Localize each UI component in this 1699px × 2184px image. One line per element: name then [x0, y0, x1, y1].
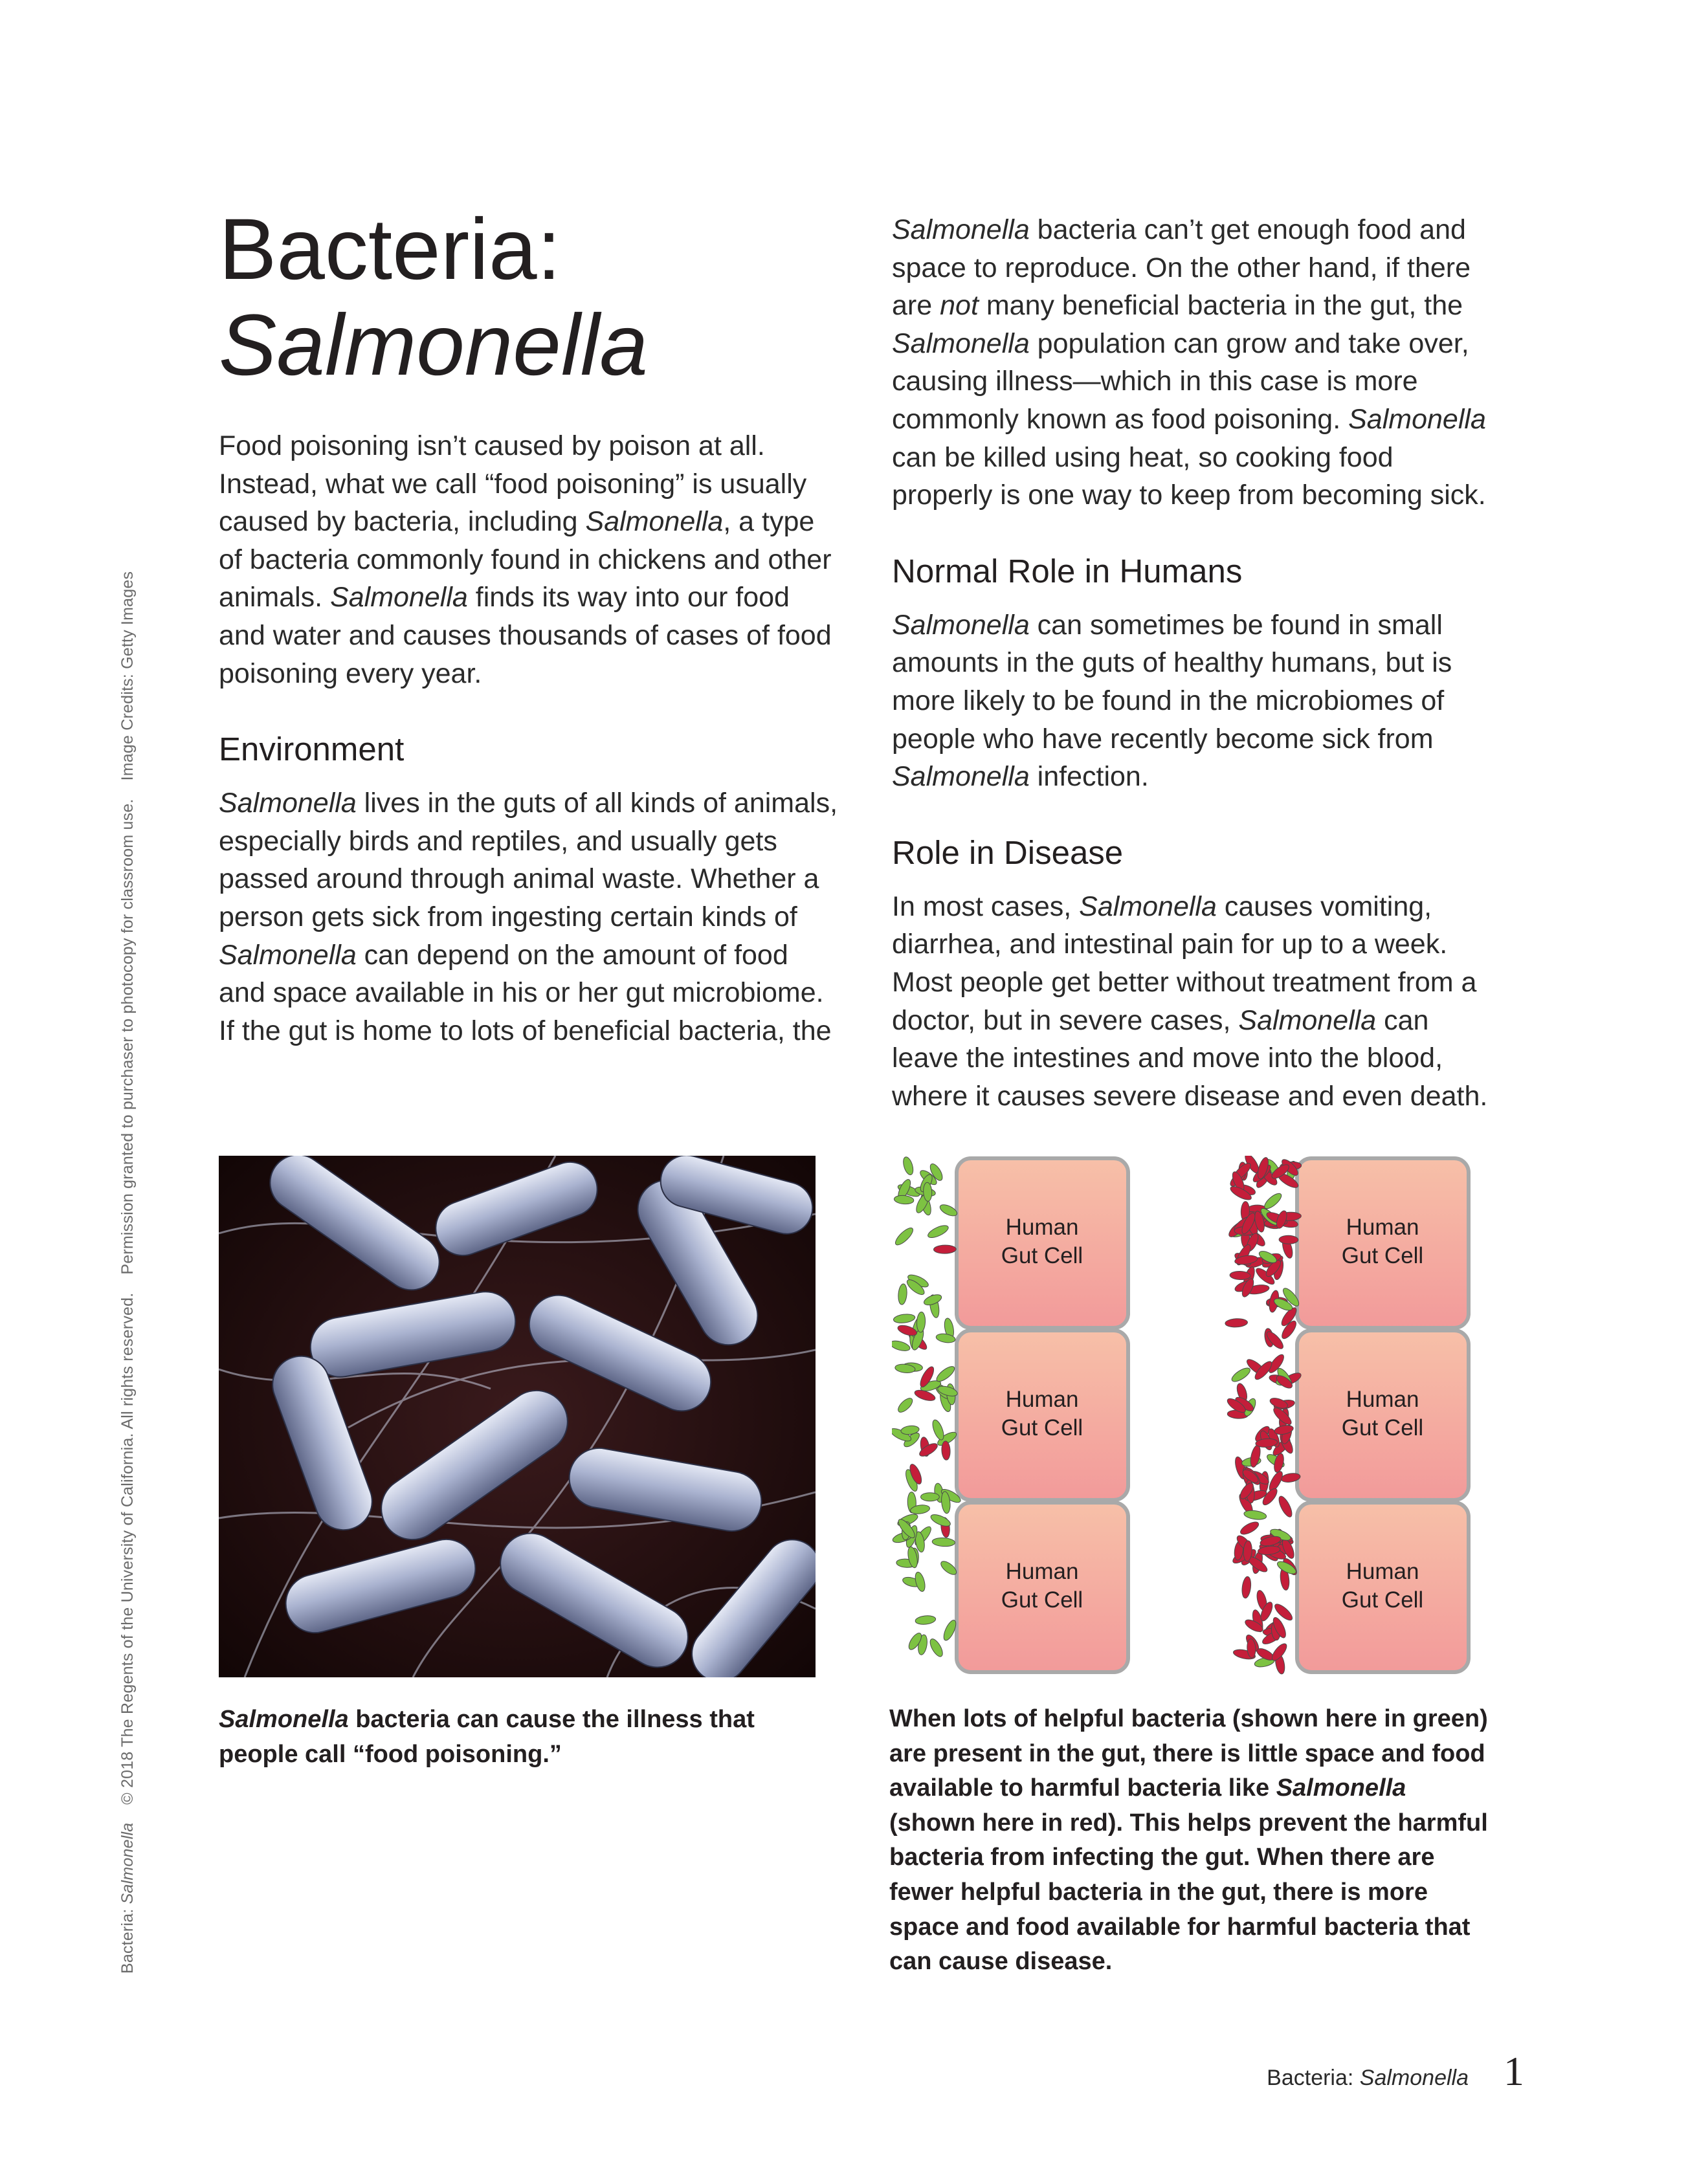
healthy-gut-panel [892, 1156, 1128, 1672]
helpful-bacterium [931, 1418, 946, 1441]
gut-cell-label: Gut Cell [1001, 1587, 1083, 1613]
environment-paragraph-start: Salmonella lives in the guts of all kinds of animals, especially birds and reptiles, and usually gets passed around through animal waste. Whether a person gets sick from ingesting certain kinds of Salmonella can depend on the amount of food and space available in his or her gut microbiome. If the gut is home to lots of beneficial bacteria, the [219, 788, 838, 1046]
helpful-bacterium [898, 1283, 908, 1305]
helpful-bacterium [935, 1364, 957, 1384]
sidebar-doc-title-italic: Salmonella [118, 1822, 137, 1904]
salmonella-micrograph [219, 1156, 816, 1677]
harmful-bacterium [941, 1440, 951, 1460]
harmful-bacteria-cluster [1225, 1156, 1303, 1675]
helpful-bacterium [892, 1339, 911, 1352]
helpful-bacterium [896, 1396, 915, 1415]
left-column [219, 427, 840, 1086]
gut-bacteria-diagram [892, 1156, 1487, 1680]
sidebar-copyright: © 2018 The Regents of the University of California. All rights reserved. [118, 1292, 137, 1805]
gut-cell-label: Human [1346, 1215, 1419, 1240]
gut-cell-label: Gut Cell [1001, 1243, 1083, 1268]
footer-title: Bacteria: Salmonella [1267, 2066, 1469, 2090]
gut-cell-label: Gut Cell [1001, 1415, 1083, 1440]
gut-cell-label: Human [1005, 1215, 1079, 1240]
page-title-line2: Salmonella [219, 297, 648, 393]
harmful-bacterium [1279, 1235, 1298, 1244]
helpful-bacterium [913, 1571, 927, 1593]
sidebar-permission: Permission granted to purchaser to photocopy for classroom use. [118, 799, 137, 1275]
page-footer [1267, 2047, 1524, 2095]
gut-cell-label: Gut Cell [1341, 1243, 1424, 1268]
helpful-bacterium [1243, 1509, 1267, 1521]
helpful-bacterium [893, 1226, 915, 1248]
helpful-bacterium [902, 1156, 915, 1176]
harmful-bacterium [1276, 1494, 1294, 1518]
page-number: 1 [1504, 2048, 1524, 2094]
gut-cell-label: Human [1346, 1387, 1419, 1412]
harmful-bacterium [1239, 1519, 1261, 1536]
right-column [892, 211, 1500, 1151]
helpful-bacterium [929, 1512, 952, 1528]
helpful-bacterium [926, 1223, 949, 1240]
gut-cell-label: Gut Cell [1341, 1415, 1424, 1440]
harmful-bacterium [1241, 1576, 1252, 1599]
disease-role-heading: Role in Disease [892, 833, 1124, 871]
sidebar-image-credits: Image Credits: Getty Images [118, 571, 137, 781]
sidebar-doc-title: Bacteria: [118, 1908, 137, 1974]
harmful-bacterium [1225, 1318, 1248, 1328]
helpful-bacterium [1262, 1191, 1283, 1211]
helpful-bacterium [921, 1493, 940, 1501]
helpful-bacterium [927, 1637, 945, 1659]
gut-diagram-svg [892, 1156, 1487, 1680]
helpful-bacterium [932, 1538, 955, 1547]
gut-cell-label: Human [1005, 1559, 1079, 1584]
helpful-bacterium [894, 1195, 914, 1205]
intro-paragraph: Food poisoning isn’t caused by poison at all. Instead, what we call “food poisoning” is usually caused by bacteria, including Salmonella, a type of bacteria commonly found in chickens and other animals. Salmonella finds its way into our food and water and causes thousands of cases of food poisoning every year. [219, 430, 832, 689]
helpful-bacteria-cluster [892, 1156, 962, 1659]
page-title-line1: Bacteria: [219, 201, 561, 298]
helpful-bacterium [1230, 1365, 1252, 1384]
helpful-bacterium [916, 1312, 926, 1332]
sidebar-credits [118, 571, 137, 1974]
normal-role-heading: Normal Role in Humans [892, 552, 1243, 590]
diagram-caption: When lots of helpful bacteria (shown here in green) are present in the gut, there is little space and food available to harmful bacteria like Salmonella (shown here in red). This helps prevent the harmful bacteria from infecting the gut. When there are fewer helpful bacteria in the gut, there is more space and food available for harmful bacteria that can cause disease. [889, 1705, 1488, 1976]
harmful-bacterium [933, 1245, 956, 1254]
environment-paragraph-continued: Salmonella bacteria can’t get enough food and space to reproduce. On the other hand, if there are not many beneficial bacteria in the gut, the Salmonella population can grow and take over, causing illness—which in this case is more commonly known as food poisoning. Salmonella can be killed using heat, so cooking food properly is one way to keep from becoming sick. [892, 214, 1486, 511]
environment-heading: Environment [219, 731, 405, 768]
normal-role-paragraph: Salmonella can sometimes be found in small amounts in the guts of healthy humans, but is more likely to be found in the microbiomes of people who have recently become sick from Salmonella infection. [892, 609, 1452, 793]
harmful-bacterium [1249, 1444, 1261, 1468]
page-title [219, 202, 648, 393]
gut-cell-label: Gut Cell [1341, 1587, 1424, 1613]
helpful-bacterium [915, 1615, 937, 1625]
helpful-bacterium [893, 1313, 916, 1324]
disease-role-paragraph: In most cases, Salmonella causes vomiting, diarrhea, and intestinal pain for up to a week. Most people get better without treatment from a doctor, but in severe cases, Salmonella can leave the intestines and move into the blood, where it causes severe disease and even death. [892, 890, 1488, 1112]
gut-cell-label: Human [1346, 1559, 1419, 1584]
infected-gut-panel [1225, 1156, 1469, 1675]
gut-cell-label: Human [1005, 1387, 1079, 1412]
photo-caption: Salmonella bacteria can cause the illness that people call “food poisoning.” [219, 1706, 755, 1768]
